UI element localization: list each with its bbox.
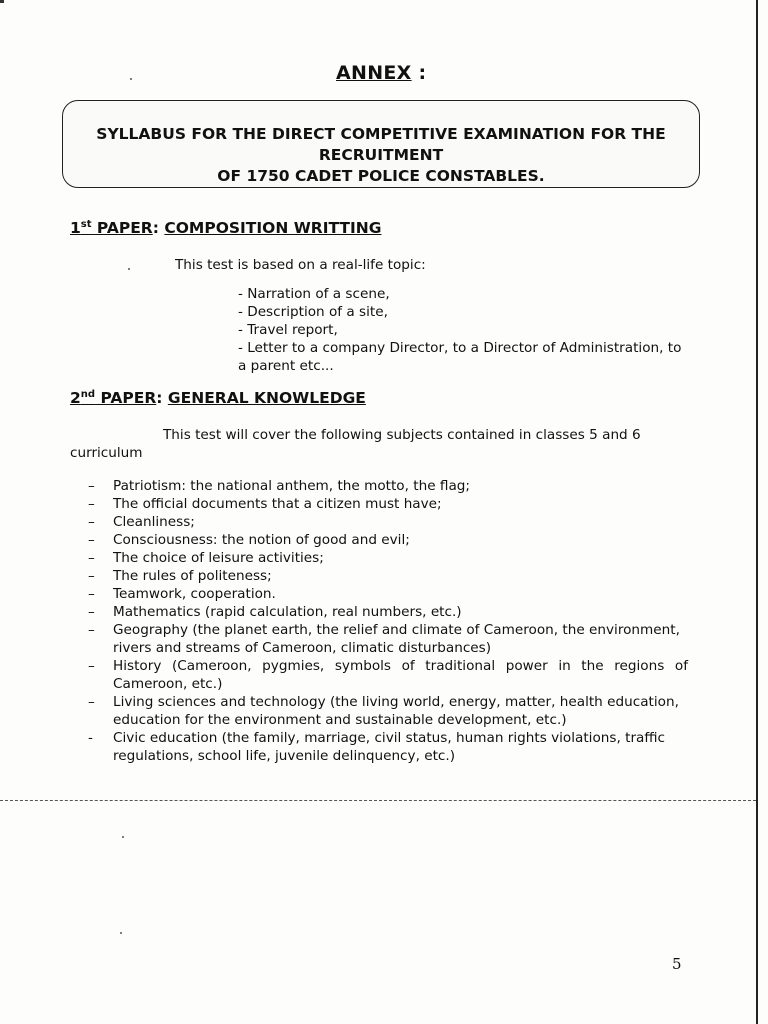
topic-item: - Travel report, [238,322,338,338]
list-item-text: Living sciences and technology (the living world, energy, matter, health education, education for the environment and sustainable development, etc.) [113,694,679,728]
list-dash: – [88,514,95,530]
list-item [88,567,688,585]
list-item-text: Teamwork, cooperation. [113,586,276,602]
list-item-text: Mathematics (rapid calculation, real numbers, etc.) [113,604,462,620]
list-item [88,693,688,729]
list-dash: – [88,478,95,494]
list-item [88,477,688,495]
list-item [88,603,688,621]
list-item [88,495,688,513]
list-item-text: The official documents that a citizen must have; [113,496,442,512]
syllabus-title-line: OF 1750 CADET POLICE CONSTABLES. [217,167,545,185]
list-dash: – [88,658,95,674]
list-item-text: Consciousness: the notion of good and evil; [113,532,410,548]
list-item-text: The choice of leisure activities; [113,550,324,566]
list-dash: - [88,730,93,746]
paper-2-subject-list [88,477,688,765]
topic-item: - Narration of a scene, [238,286,390,302]
list-item-text: Civic education (the family, marriage, civil status, human rights violations, traffic regulations, school life, juvenile delinquency, etc.) [113,730,665,764]
list-item-text: Cleanliness; [113,514,195,530]
topic-item: - Letter to a company Director, to a Director of Administration, to a parent etc... [238,340,682,374]
scan-speck [122,836,124,838]
annex-title: ANNEX : [336,62,427,84]
paper-1-topic-list [238,285,688,375]
paper-2-intro-continued: curriculum [70,445,143,461]
list-dash: – [88,496,95,512]
list-dash: – [88,586,95,602]
paper-1-intro: This test is based on a real-life topic: [175,257,426,273]
list-dash: – [88,694,95,710]
list-dash: – [88,568,95,584]
list-item [88,657,688,693]
scan-fold-line [0,800,756,801]
list-item-text: The rules of politeness; [113,568,272,584]
paper-1-subject: COMPOSITION WRITTING [164,219,382,238]
list-item [88,729,688,765]
list-item-text: Geography (the planet earth, the relief and climate of Cameroon, the environment, rivers and streams of Cameroon, climatic disturbances) [113,622,680,656]
syllabus-title-line: RECRUITMENT [318,146,444,164]
syllabus-title-line: SYLLABUS FOR THE DIRECT COMPETITIVE EXAMINATION FOR THE [96,125,666,143]
scan-page-edge [756,0,758,1024]
list-item [88,531,688,549]
page-number: 5 [672,955,682,973]
topic-item: - Description of a site, [238,304,388,320]
list-item [88,513,688,531]
paper-2-subject: GENERAL KNOWLEDGE [167,389,366,408]
paper-2-intro: This test will cover the following subjects contained in classes 5 and 6 [163,427,641,443]
list-item [88,549,688,567]
list-dash: – [88,622,95,638]
paper-1-heading: 1st PAPER: COMPOSITION WRITTING [70,219,382,238]
syllabus-title [62,124,700,187]
paper-2-heading: 2nd PAPER: GENERAL KNOWLEDGE [70,389,366,408]
scan-speck [128,268,130,270]
list-dash: – [88,604,95,620]
list-item-text: Patriotism: the national anthem, the motto, the flag; [113,478,470,494]
list-item [88,621,688,657]
scan-speck [120,932,122,934]
list-item [88,585,688,603]
scan-speck [130,78,132,80]
scan-edge-mark [0,0,4,3]
list-item-text: History (Cameroon, pygmies, symbols of traditional power in the regions of Cameroon, etc.) [113,658,688,692]
list-dash: – [88,532,95,548]
list-dash: – [88,550,95,566]
